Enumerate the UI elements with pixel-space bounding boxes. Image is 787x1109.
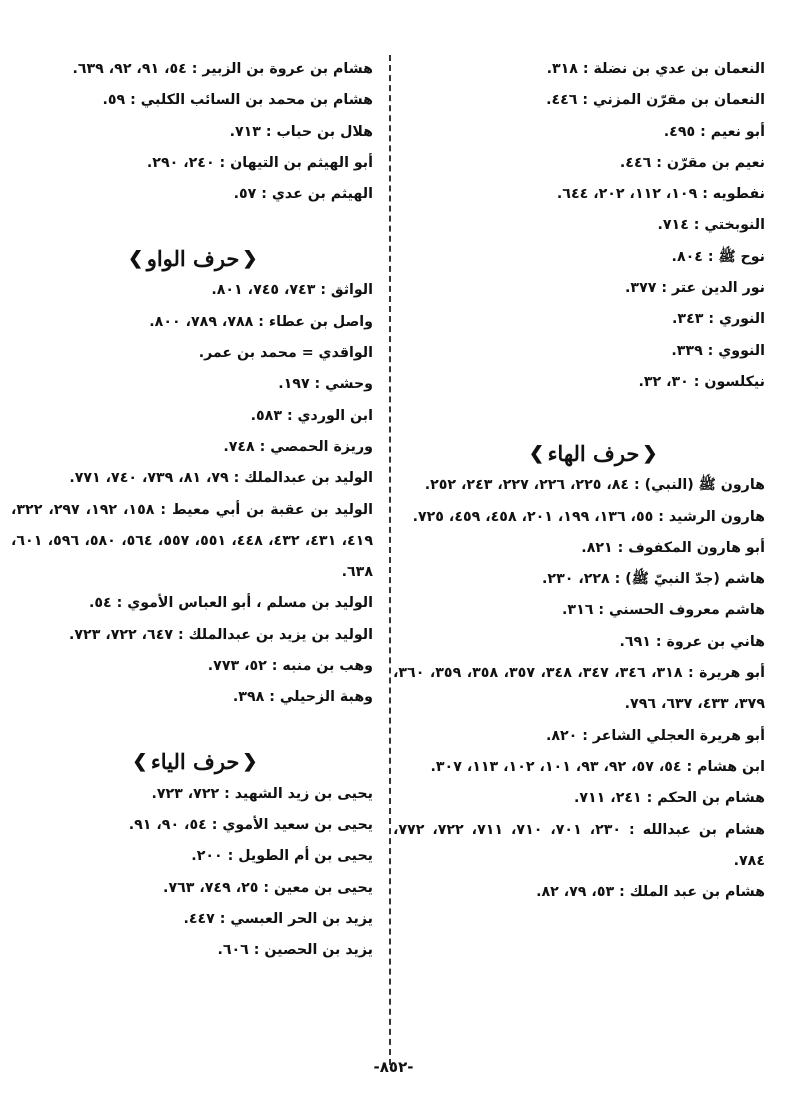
section-heading-ya xyxy=(11,747,373,777)
index-entry: النعمان بن عدي بن نضلة : ٣١٨. xyxy=(546,61,765,77)
index-entry: هاشم معروف الحسني : ٣١٦. xyxy=(562,602,765,619)
index-entry: النوري : ٣٤٣. xyxy=(672,311,765,328)
index-entry: النوبختي : ٧١٤. xyxy=(657,217,765,234)
ornament-bracket-icon: ❮ xyxy=(242,247,258,269)
ya-entries xyxy=(11,779,373,967)
index-entry: الواثق : ٧٤٣، ٧٤٥، ٨٠١. xyxy=(211,282,373,299)
index-entry: أبو نعيم : ٤٩٥. xyxy=(663,123,765,140)
index-entry: الوليد بن مسلم ، أبو العباس الأموي : ٥٤. xyxy=(88,595,373,612)
index-entry: نوح ﷺ : ٨٠٤. xyxy=(671,248,765,265)
index-entry: وريزة الحمصي : ٧٤٨. xyxy=(223,438,373,455)
ornament-bracket-icon: ❯ xyxy=(528,442,545,464)
index-entry: النووي : ٣٣٩. xyxy=(671,342,765,359)
index-entry: يحيى بن معين : ٢٥، ٧٤٩، ٧٦٣. xyxy=(163,879,373,896)
page-number: -٨٥٢- xyxy=(373,1058,414,1076)
ha-continued-entries xyxy=(11,54,373,210)
right-column xyxy=(393,54,765,908)
index-entry: نعيم بن مقرّن : ٤٤٦. xyxy=(619,154,765,171)
section-heading-label: حرف الياء xyxy=(150,749,240,775)
index-entry: أبو الهيثم بن التيهان : ٢٤٠، ٢٩٠. xyxy=(146,154,373,171)
ornament-bracket-icon: ❮ xyxy=(242,751,258,773)
index-entry: نيكلسون : ٣٠، ٣٢. xyxy=(638,373,765,390)
index-entry: نور الدين عتر : ٣٧٧. xyxy=(625,280,765,297)
index-entry: الهيثم بن عدي : ٥٧. xyxy=(233,186,373,203)
index-entry: هاشم (جدّ النبيّ ﷺ) : ٢٢٨، ٢٣٠. xyxy=(542,571,765,588)
index-entry: ابن الوردي : ٥٨٣. xyxy=(250,407,373,424)
index-entry: يزيد بن الحصين : ٦٠٦. xyxy=(217,942,373,959)
column-divider xyxy=(389,55,391,1065)
index-entry: هشام بن عبدالله : ٢٣٠، ٧٠١، ٧١٠، ٧١١، ٧٢٢، ٧٧٢، ٧٨٤. xyxy=(393,821,765,869)
index-entry: يزيد بن الحر العبسي : ٤٤٧. xyxy=(183,910,373,927)
index-entry: هارون ﷺ (النبي) : ٨٤، ٢٢٥، ٢٢٦، ٢٢٧، ٢٤٣، ٢٥٢. xyxy=(424,477,765,494)
nun-entries xyxy=(393,54,765,398)
ornament-bracket-icon: ❯ xyxy=(128,247,144,269)
index-entry: هشام بن عروة بن الزبير : ٥٤، ٩١، ٩٢، ٦٣٩. xyxy=(72,61,373,77)
section-heading-waw xyxy=(11,243,373,273)
index-entry: الواقدي = محمد بن عمر. xyxy=(198,345,373,362)
index-entry: ابن هشام : ٥٤، ٥٧، ٩٢، ٩٣، ١٠١، ١٠٢، ١١٣، ٣٠٧. xyxy=(430,758,765,775)
index-entry: هشام بن محمد بن السائب الكلبي : ٥٩. xyxy=(102,92,373,109)
index-entry: وحشي : ١٩٧. xyxy=(278,376,373,393)
index-entry: هارون الرشيد : ٥٥، ١٣٦، ١٩٩، ٢٠١، ٤٥٨، ٤٥٩، ٧٢٥. xyxy=(412,508,765,525)
ornament-bracket-icon: ❮ xyxy=(642,442,658,464)
ornament-bracket-icon: ❯ xyxy=(132,751,148,773)
index-entry: الوليد بن يزيد بن عبدالملك : ٦٤٧، ٧٢٢، ٧٢٣. xyxy=(69,626,373,643)
index-entry: هلال بن حباب : ٧١٣. xyxy=(229,123,373,140)
section-heading-ha xyxy=(393,438,765,468)
index-entry: أبو هريرة : ٣١٨، ٣٤٦، ٣٤٧، ٣٤٨، ٣٥٧، ٣٥٨، ٣٥٩، ٣٦٠، ٣٧٩، ٤٣٣، ٦٣٧، ٧٩٦. xyxy=(393,665,765,713)
index-entry: وهب بن منبه : ٥٢، ٧٧٣. xyxy=(207,658,373,675)
index-entry: نفطويه : ١٠٩، ١١٢، ٢٠٢، ٦٤٤. xyxy=(556,186,765,203)
index-entry: أبو هريرة العجلي الشاعر : ٨٢٠. xyxy=(545,727,765,744)
ha-entries xyxy=(393,470,765,908)
index-entry: هاني بن عروة : ٦٩١. xyxy=(619,633,765,650)
left-column xyxy=(11,54,373,966)
waw-entries xyxy=(11,275,373,713)
index-entry: هشام بن الحكم : ٢٤١، ٧١١. xyxy=(573,790,765,807)
index-entry: يحيى بن سعيد الأموي : ٥٤، ٩٠، ٩١. xyxy=(128,816,373,833)
index-entry: الوليد بن عبدالملك : ٧٩، ٨١، ٧٣٩، ٧٤٠، ٧٧١. xyxy=(69,470,373,487)
index-entry: هشام بن عبد الملك : ٥٣، ٧٩، ٨٢. xyxy=(536,884,765,901)
index-entry: النعمان بن مقرّن المزني : ٤٤٦. xyxy=(546,92,765,109)
index-entry: الوليد بن عقبة بن أبي معيط : ١٥٨، ١٩٢، ٢٩٧، ٣٢٢، ٤١٩، ٤٣١، ٤٣٢، ٤٤٨، ٥٥١، ٥٥٧، ٥٦٤، ٥٨٠، ٥٩٦، ٦٠١، ٦٣٨. xyxy=(11,501,373,581)
section-heading-label: حرف الواو xyxy=(146,245,240,271)
index-entry: أبو هارون المكفوف : ٨٢١. xyxy=(581,539,765,556)
index-entry: واصل بن عطاء : ٧٨٨، ٧٨٩، ٨٠٠. xyxy=(149,313,373,330)
index-entry: يحيى بن زيد الشهيد : ٧٢٢، ٧٢٣. xyxy=(151,785,373,802)
section-heading-label: حرف الهاء xyxy=(547,440,640,466)
index-entry: وهبة الزحيلي : ٣٩٨. xyxy=(232,689,373,706)
index-entry: يحيى بن أم الطويل : ٢٠٠. xyxy=(191,848,373,865)
